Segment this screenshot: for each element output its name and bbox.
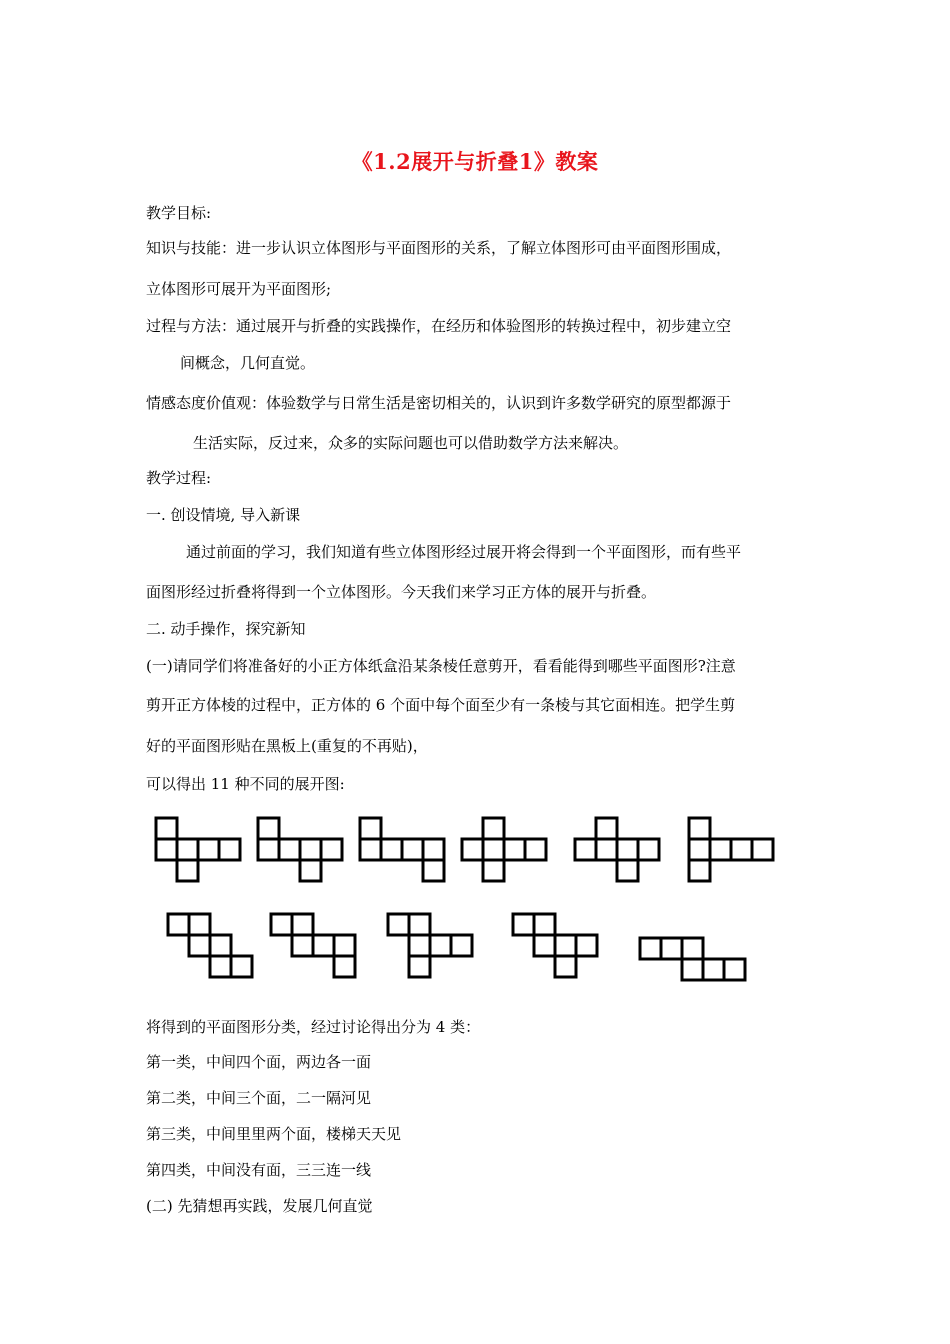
cube-net-9 — [388, 914, 472, 977]
net-square — [198, 839, 219, 860]
net-square — [638, 839, 659, 860]
net-square — [409, 914, 430, 935]
net-square — [219, 839, 240, 860]
net-square — [381, 839, 402, 860]
net-square — [177, 839, 198, 860]
teaching-process-heading: 教学过程: — [146, 469, 212, 487]
knowledge-skills-line-1: 知识与技能：进一步认识立体图形与平面图形的关系，了解立体图形可由平面图形围成， — [146, 239, 732, 257]
net-square — [231, 956, 252, 977]
net-square — [258, 818, 279, 839]
section-1-heading: 一. 创设情境, 导入新课 — [146, 506, 301, 524]
net-square — [430, 935, 451, 956]
net-square — [752, 839, 773, 860]
emotion-values-line-2: 生活实际，反过来，众多的实际问题也可以借助数学方法来解决。 — [193, 434, 629, 452]
net-square — [451, 935, 472, 956]
net-square — [689, 818, 710, 839]
cube-net-8 — [271, 914, 355, 977]
net-square — [210, 956, 231, 977]
cube-net-2 — [258, 818, 342, 881]
section-1-paragraph-line-2: 面图形经过折叠将得到一个立体图形。今天我们来学习正方体的展开与折叠。 — [146, 583, 657, 601]
net-square — [210, 935, 231, 956]
net-square — [423, 839, 444, 860]
cube-net-10 — [513, 914, 597, 977]
net-square — [483, 818, 504, 839]
net-square — [321, 839, 342, 860]
net-square — [483, 839, 504, 860]
net-square — [402, 839, 423, 860]
classification-intro: 将得到的平面图形分类，经过讨论得出分为 4 类： — [146, 1018, 481, 1036]
cube-net-5 — [575, 818, 659, 881]
part-1-line-1: (一)请同学们将准备好的小正方体纸盒沿某条棱任意剪开，看看能得到哪些平面图形?注意 — [146, 657, 736, 675]
emotion-values-line-1: 情感态度价值观：体验数学与日常生活是密切相关的，认识到许多数学研究的原型都源于 — [146, 394, 732, 412]
process-methods-line-2: 间概念，几何直觉。 — [180, 354, 316, 372]
cube-net-1 — [156, 818, 240, 881]
classification-type-3: 第三类，中间里里两个面，楼梯天天见 — [146, 1125, 402, 1143]
net-square — [462, 839, 483, 860]
part-1-line-3: 好的平面图形贴在黑板上(重复的不再贴)， — [146, 737, 428, 755]
cube-net-7 — [168, 914, 252, 977]
net-square — [682, 938, 703, 959]
net-square — [423, 860, 444, 881]
net-square — [334, 956, 355, 977]
net-square — [682, 959, 703, 980]
net-square — [177, 860, 198, 881]
net-square — [555, 935, 576, 956]
net-square — [710, 839, 731, 860]
net-square — [640, 938, 661, 959]
net-square — [534, 935, 555, 956]
net-square — [575, 839, 596, 860]
net-square — [703, 959, 724, 980]
net-square — [504, 839, 525, 860]
cube-net-11 — [640, 938, 745, 980]
net-square — [189, 935, 210, 956]
net-square — [617, 860, 638, 881]
net-square — [156, 818, 177, 839]
net-square — [279, 839, 300, 860]
document-title: 《1.2展开与折叠1》教案 — [351, 149, 599, 174]
net-square — [576, 935, 597, 956]
net-square — [596, 839, 617, 860]
objectives-heading: 教学目标: — [146, 204, 212, 222]
classification-type-4: 第四类，中间没有面，三三连一线 — [146, 1161, 372, 1179]
part-2-heading: (二) 先猜想再实践，发展几何直觉 — [146, 1197, 373, 1215]
cube-net-6 — [689, 818, 773, 881]
process-methods-line-1: 过程与方法：通过展开与折叠的实践操作，在经历和体验图形的转换过程中，初步建立空 — [146, 317, 732, 335]
net-square — [724, 959, 745, 980]
net-square — [388, 914, 409, 935]
net-square — [409, 935, 430, 956]
net-square — [258, 839, 279, 860]
net-square — [360, 839, 381, 860]
cube-nets-group — [156, 818, 773, 980]
net-square — [731, 839, 752, 860]
cube-net-4 — [462, 818, 546, 881]
net-square — [313, 935, 334, 956]
classification-type-1: 第一类，中间四个面，两边各一面 — [146, 1053, 372, 1071]
net-square — [483, 860, 504, 881]
section-1-paragraph-line-1: 通过前面的学习，我们知道有些立体图形经过展开将会得到一个平面图形，而有些平 — [186, 543, 742, 561]
knowledge-skills-line-2: 立体图形可展开为平面图形; — [146, 280, 332, 298]
net-square — [596, 818, 617, 839]
net-square — [513, 914, 534, 935]
cube-net-3 — [360, 818, 444, 881]
net-square — [525, 839, 546, 860]
section-2-heading: 二. 动手操作，探究新知 — [146, 620, 306, 638]
classification-type-2: 第二类，中间三个面，二一隔河见 — [146, 1089, 372, 1107]
net-square — [300, 860, 321, 881]
net-square — [334, 935, 355, 956]
net-square — [156, 839, 177, 860]
net-square — [292, 914, 313, 935]
net-square — [689, 839, 710, 860]
net-square — [617, 839, 638, 860]
net-square — [168, 914, 189, 935]
net-square — [271, 914, 292, 935]
net-square — [189, 914, 210, 935]
net-square — [555, 956, 576, 977]
net-square — [534, 914, 555, 935]
part-1-line-2: 剪开正方体棱的过程中，正方体的 6 个面中每个面至少有一条棱与其它面相连。把学生剪 — [146, 696, 736, 714]
net-square — [661, 938, 682, 959]
net-square — [409, 956, 430, 977]
net-square — [292, 935, 313, 956]
net-square — [689, 860, 710, 881]
nets-intro: 可以得出 11 种不同的展开图: — [146, 775, 345, 793]
net-square — [300, 839, 321, 860]
net-square — [360, 818, 381, 839]
